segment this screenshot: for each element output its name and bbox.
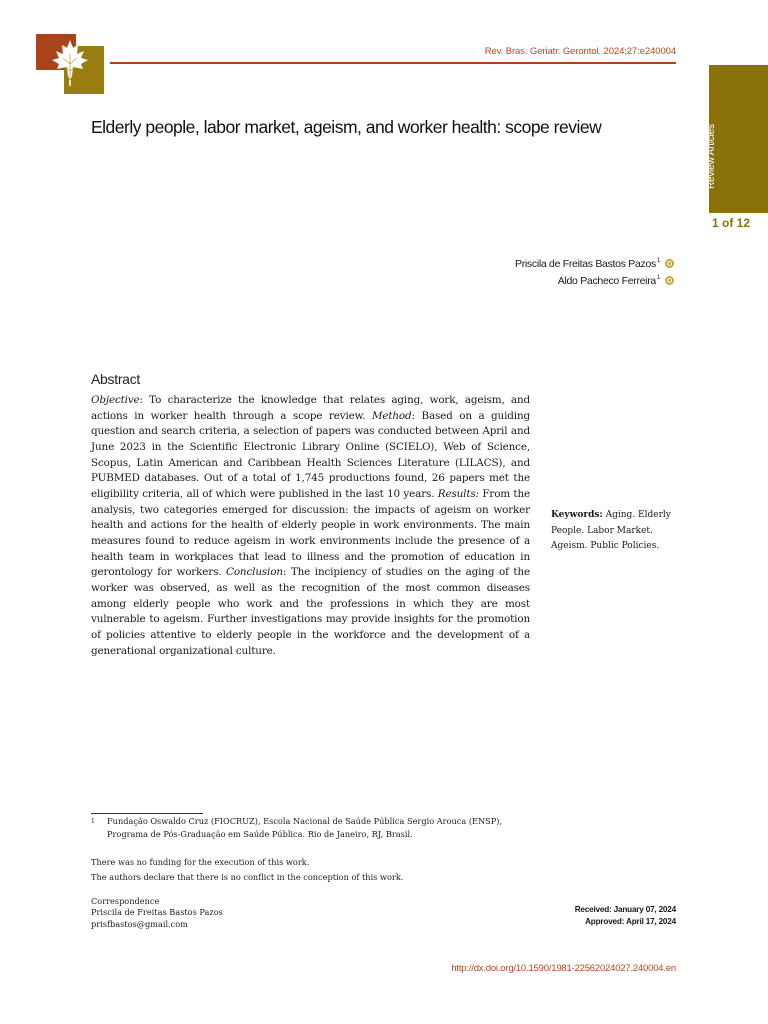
author-affiliation: 1 bbox=[656, 274, 660, 281]
orcid-icon[interactable] bbox=[665, 259, 674, 268]
maple-leaf-icon bbox=[36, 34, 104, 94]
results-label: Results: bbox=[437, 487, 479, 500]
results-text: From the analysis, two categories emerged for discussion: the impacts of ageism on worker health and actions for the health of elderly people in work environments. The main measures found to reduce ageism in work environments include the presence of a health team in workplaces that lead to illness and the promotion of education in gerontology for workers. bbox=[91, 487, 530, 579]
received-date: Received: January 07, 2024 bbox=[574, 905, 676, 914]
correspondence-name: Priscila de Freitas Bastos Pazos bbox=[91, 907, 223, 918]
conclusion-text: : The incipiency of studies on the aging of the worker was observed, as well as the recognition of the most common diseases among elderly people who work and the professions in which they are most vulnerable to ageism. Further investigations may provide insights for the promotion of policies attentive to elderly people in the workforce and the development of a generational organizational culture. bbox=[91, 566, 530, 657]
footnote-text: Fundação Oswaldo Cruz (FIOCRUZ), Escola Nacional de Saúde Pública Sergio Arouca (ENSP), Programa de Pós-Graduação em Saúde Pública. Rio de Janeiro, RJ, Brasil. bbox=[107, 816, 503, 839]
orcid-icon[interactable] bbox=[665, 276, 674, 285]
abstract-heading: Abstract bbox=[91, 371, 140, 387]
footnote-number: 1 bbox=[91, 818, 95, 825]
objective-label: Objective bbox=[91, 394, 140, 406]
article-dates bbox=[575, 904, 676, 928]
author-name: Aldo Pacheco Ferreira bbox=[557, 274, 656, 287]
objective-text: : To characterize the knowledge that relates aging, work, ageism, and actions in worker health through a scope review. bbox=[91, 394, 530, 422]
conclusion-label: Conclusion bbox=[226, 566, 283, 579]
author-item bbox=[515, 255, 674, 272]
author-list bbox=[515, 255, 674, 289]
correspondence bbox=[91, 896, 223, 930]
keywords-text: Aging. Elderly People. Labor Market. Ageism. Public Policies. bbox=[551, 510, 671, 551]
footnote-rule bbox=[91, 813, 203, 814]
keywords bbox=[551, 508, 681, 555]
correspondence-label: Correspondence bbox=[91, 896, 160, 906]
method-label: Method bbox=[371, 409, 412, 422]
method-text: : Based on a guiding question and search criteria, a selection of papers was conducted between April and June 2023 in the Scientific Electronic Library Online (SCIELO), Web of Science, Scopus, Latin American and Caribbean Health Sciences Literature (LILACS), and PUBMED databases. Out of a total of 1,745 productions found, 26 papers met the eligibility criteria, all of which were published in the last 10 years. bbox=[91, 409, 530, 500]
abstract-body bbox=[91, 393, 530, 659]
page-count: 1 of 12 bbox=[711, 216, 750, 230]
conflict-statement: The authors declare that there is no conflict in the conception of this work. bbox=[91, 871, 404, 882]
journal-reference: Rev. Bras. Geriatr. Gerontol. 2024;27:e240004 bbox=[484, 46, 676, 57]
correspondence-email[interactable]: prisfbastos@gmail.com bbox=[91, 918, 188, 929]
keywords-label: Keywords: bbox=[551, 510, 603, 520]
funding-statement: There was no funding for the execution of this work. bbox=[91, 857, 310, 867]
article-title: Elderly people, labor market, ageism, and worker health: scope review bbox=[91, 117, 602, 137]
affiliation-footnote bbox=[91, 815, 531, 841]
journal-logo bbox=[36, 34, 104, 94]
section-band bbox=[706, 65, 768, 213]
author-item bbox=[515, 272, 674, 289]
author-affiliation: 1 bbox=[656, 257, 660, 264]
author-name: Priscila de Freitas Bastos Pazos bbox=[514, 257, 656, 270]
doi-link[interactable]: http://dx.doi.org/10.1590/1981-22562024027.240004.en bbox=[451, 963, 676, 974]
approved-date: Approved: April 17, 2024 bbox=[585, 917, 676, 926]
funding-notes bbox=[91, 855, 403, 884]
header-rule bbox=[110, 62, 676, 64]
section-label: Review Articles bbox=[706, 124, 717, 189]
